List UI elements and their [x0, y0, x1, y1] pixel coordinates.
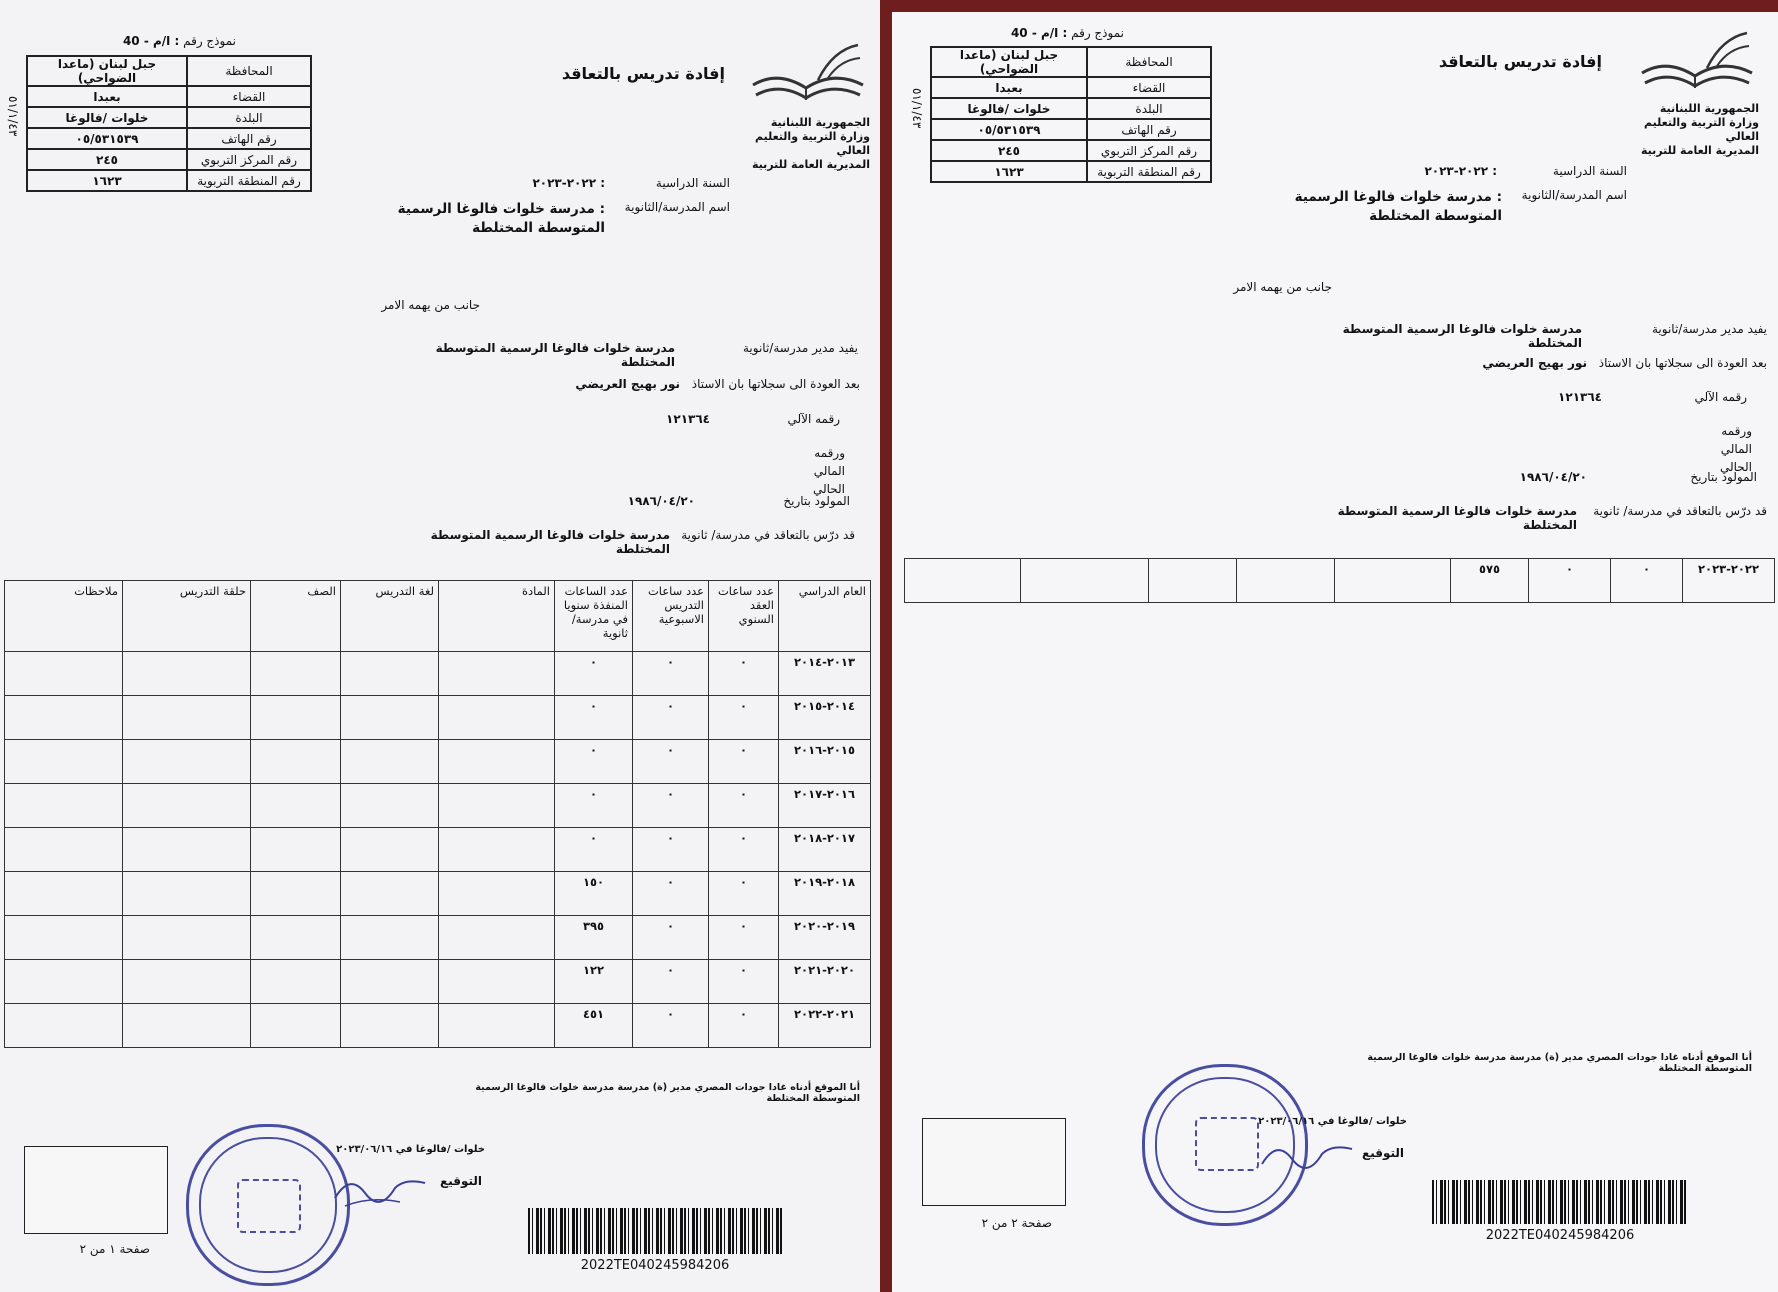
table-row: ٢٠١٣-٢٠١٤ ٠ ٠ ٠ — [5, 652, 871, 696]
info-row: رقم الهاتف ٠٥/٥٣١٥٣٩ — [931, 119, 1211, 140]
barcode-text: 2022TE040245984206 — [1485, 1228, 1635, 1243]
addressee: جانب من يهمه الامر — [1233, 280, 1332, 294]
declaration: أنا الموقع أدناه غادا جودات المصري مدير (ة) مدرسة مدرسة خلوات فالوغا الرسمية المتوسطة المختلطة — [1367, 1052, 1752, 1074]
teacher-name: نور بهيج العريضي — [575, 377, 680, 391]
school-stamp-icon — [186, 1124, 350, 1286]
table-row: ٢٠٢١-٢٠٢٢ ٠ ٠ ٤٥١ — [5, 1004, 871, 1048]
info-row: رقم المنطقة التربوية ١٦٢٣ — [931, 161, 1211, 182]
table-row: ٢٠١٩-٢٠٢٠ ٠ ٠ ٣٩٥ — [5, 916, 871, 960]
info-row: رقم المركز التربوي ٢٤٥ — [27, 149, 311, 170]
document-page-1 — [0, 0, 880, 1292]
place-date: خلوات /فالوغا في ٢٠٢٣/٠٦/١٦ — [336, 1144, 485, 1155]
records-label: بعد العودة الى سجلاتها بان الاستاذ — [1598, 356, 1767, 370]
document-page-2 — [892, 12, 1778, 1292]
table-row: ٢٠١٤-٢٠١٥ ٠ ٠ ٠ — [5, 696, 871, 740]
barcode-icon — [1432, 1180, 1688, 1224]
director-label: يفيد مدير مدرسة/ثانوية — [1651, 322, 1767, 336]
table-row: ٢٠١٧-٢٠١٨ ٠ ٠ ٠ — [5, 828, 871, 872]
taught-label: قد درّس بالتعاقد في مدرسة/ ثانوية — [681, 528, 855, 542]
info-row: رقم المركز التربوي ٢٤٥ — [931, 140, 1211, 161]
info-table — [930, 46, 1212, 183]
finance-number-label: ورقمه المالي الحالي — [1719, 424, 1752, 474]
photo-box — [24, 1146, 168, 1234]
birth-date-value: ١٩٨٦/٠٤/٢٠ — [627, 494, 695, 508]
form-number: نموذج رقم : ا/م - 40 — [122, 34, 236, 48]
page-number: صفحة ٢ من ٢ — [981, 1216, 1052, 1230]
year-label: السنة الدراسية — [1552, 164, 1627, 178]
taught-value: مدرسة خلوات فالوغا الرسمية المتوسطة المختلطة — [430, 528, 670, 556]
teaching-hours-table — [904, 558, 1775, 603]
photo-box — [922, 1118, 1066, 1206]
addressee: جانب من يهمه الامر — [381, 298, 480, 312]
info-row: البلدة خلوات /فالوغا — [27, 107, 311, 128]
taught-value: مدرسة خلوات فالوغا الرسمية المتوسطة المختلطة — [1337, 504, 1577, 532]
auto-number-label: رقمه الآلي — [787, 412, 840, 426]
info-row: القضاء بعبدا — [27, 86, 311, 107]
info-row: المحافظة جبل لبنان (ماعدا الضواحي) — [27, 56, 311, 86]
barcode-text: 2022TE040245984206 — [580, 1258, 730, 1273]
auto-number-label: رقمه الآلي — [1694, 390, 1747, 404]
director-value: مدرسة خلوات فالوغا الرسمية المتوسطة المختلطة — [435, 341, 675, 369]
barcode-icon — [528, 1208, 782, 1254]
form-number: نموذج رقم : ا/م - 40 — [1010, 26, 1124, 40]
table-row: ٢٠١٥-٢٠١٦ ٠ ٠ ٠ — [5, 740, 871, 784]
info-row: البلدة خلوات /فالوغا — [931, 98, 1211, 119]
teaching-hours-table — [4, 580, 871, 1048]
info-row: القضاء بعبدا — [931, 77, 1211, 98]
year-value: : ٢٠٢٢-٢٠٢٣ — [532, 176, 605, 190]
signature-icon — [330, 1168, 430, 1213]
ministry-name: الجمهورية اللبنانية وزارة التربية والتعليم العالي المديرية العامة للتربية — [751, 116, 870, 171]
signature-icon — [1257, 1134, 1357, 1179]
ministry-book-logo-icon — [748, 40, 868, 115]
teacher-name: نور بهيج العريضي — [1482, 356, 1587, 370]
signature-label: التوقيع — [440, 1174, 482, 1188]
finance-number-label: ورقمه المالي الحالي — [812, 446, 845, 496]
table-row: ٢٠١٦-٢٠١٧ ٠ ٠ ٠ — [5, 784, 871, 828]
info-row: المحافظة جبل لبنان (ماعدا الضواحي) — [931, 47, 1211, 77]
side-reference: ٥١/١/٤٣ — [910, 88, 924, 129]
taught-label: قد درّس بالتعاقد في مدرسة/ ثانوية — [1593, 504, 1767, 518]
birth-date-value: ١٩٨٦/٠٤/٢٠ — [1519, 470, 1587, 484]
document-title: إفادة تدريس بالتعاقد — [561, 64, 725, 83]
declaration: أنا الموقع أدناه غادا جودات المصري مدير (ة) مدرسة مدرسة خلوات فالوغا الرسمية المتوسطة المختلطة — [475, 1082, 860, 1104]
side-reference: ٥١/١/٤٣ — [6, 96, 20, 137]
school-name-value: : مدرسة خلوات فالوغا الرسمية المتوسطة المختلطة — [1294, 189, 1502, 224]
auto-number-value: ١٢١٣٦٤ — [666, 412, 710, 426]
auto-number-value: ١٢١٣٦٤ — [1558, 390, 1602, 404]
year-value: : ٢٠٢٢-٢٠٢٣ — [1424, 164, 1497, 178]
records-label: بعد العودة الى سجلاتها بان الاستاذ — [691, 377, 860, 391]
ministry-book-logo-icon — [1637, 28, 1757, 103]
year-label: السنة الدراسية — [655, 176, 730, 190]
info-table — [26, 55, 312, 192]
table-row: ٢٠٢٢-٢٠٢٣ ٠ ٠ ٥٧٥ — [905, 559, 1775, 603]
info-row: رقم الهاتف ٠٥/٥٣١٥٣٩ — [27, 128, 311, 149]
school-name-label: اسم المدرسة/الثانوية — [624, 200, 730, 214]
school-name-label: اسم المدرسة/الثانوية — [1521, 188, 1627, 202]
director-label: يفيد مدير مدرسة/ثانوية — [742, 341, 858, 355]
birth-date-label: المولود بتاريخ — [783, 494, 850, 508]
table-header-row: العام الدراسي عدد ساعات العقد السنوي عدد ساعات التدريس الاسبوعية عدد الساعات المنفذة سنويا في مدرسة/ثانوية المادة لغة التدريس الصف حلقة التدريس ملاحظات — [5, 581, 871, 652]
birth-date-label: المولود بتاريخ — [1690, 470, 1757, 484]
signature-label: التوقيع — [1362, 1146, 1404, 1160]
info-row: رقم المنطقة التربوية ١٦٢٣ — [27, 170, 311, 191]
page-number: صفحة ١ من ٢ — [79, 1242, 150, 1256]
ministry-name: الجمهورية اللبنانية وزارة التربية والتعليم العالي المديرية العامة للتربية — [1640, 102, 1759, 157]
document-title: إفادة تدريس بالتعاقد — [1438, 52, 1602, 71]
director-value: مدرسة خلوات فالوغا الرسمية المتوسطة المختلطة — [1342, 322, 1582, 350]
school-name-value: : مدرسة خلوات فالوغا الرسمية المتوسطة المختلطة — [397, 201, 605, 236]
table-row: ٢٠٢٠-٢٠٢١ ٠ ٠ ١٢٢ — [5, 960, 871, 1004]
table-row: ٢٠١٨-٢٠١٩ ٠ ٠ ١٥٠ — [5, 872, 871, 916]
place-date: خلوات /فالوغا في ٢٠٢٣/٠٦/١٦ — [1258, 1116, 1407, 1127]
